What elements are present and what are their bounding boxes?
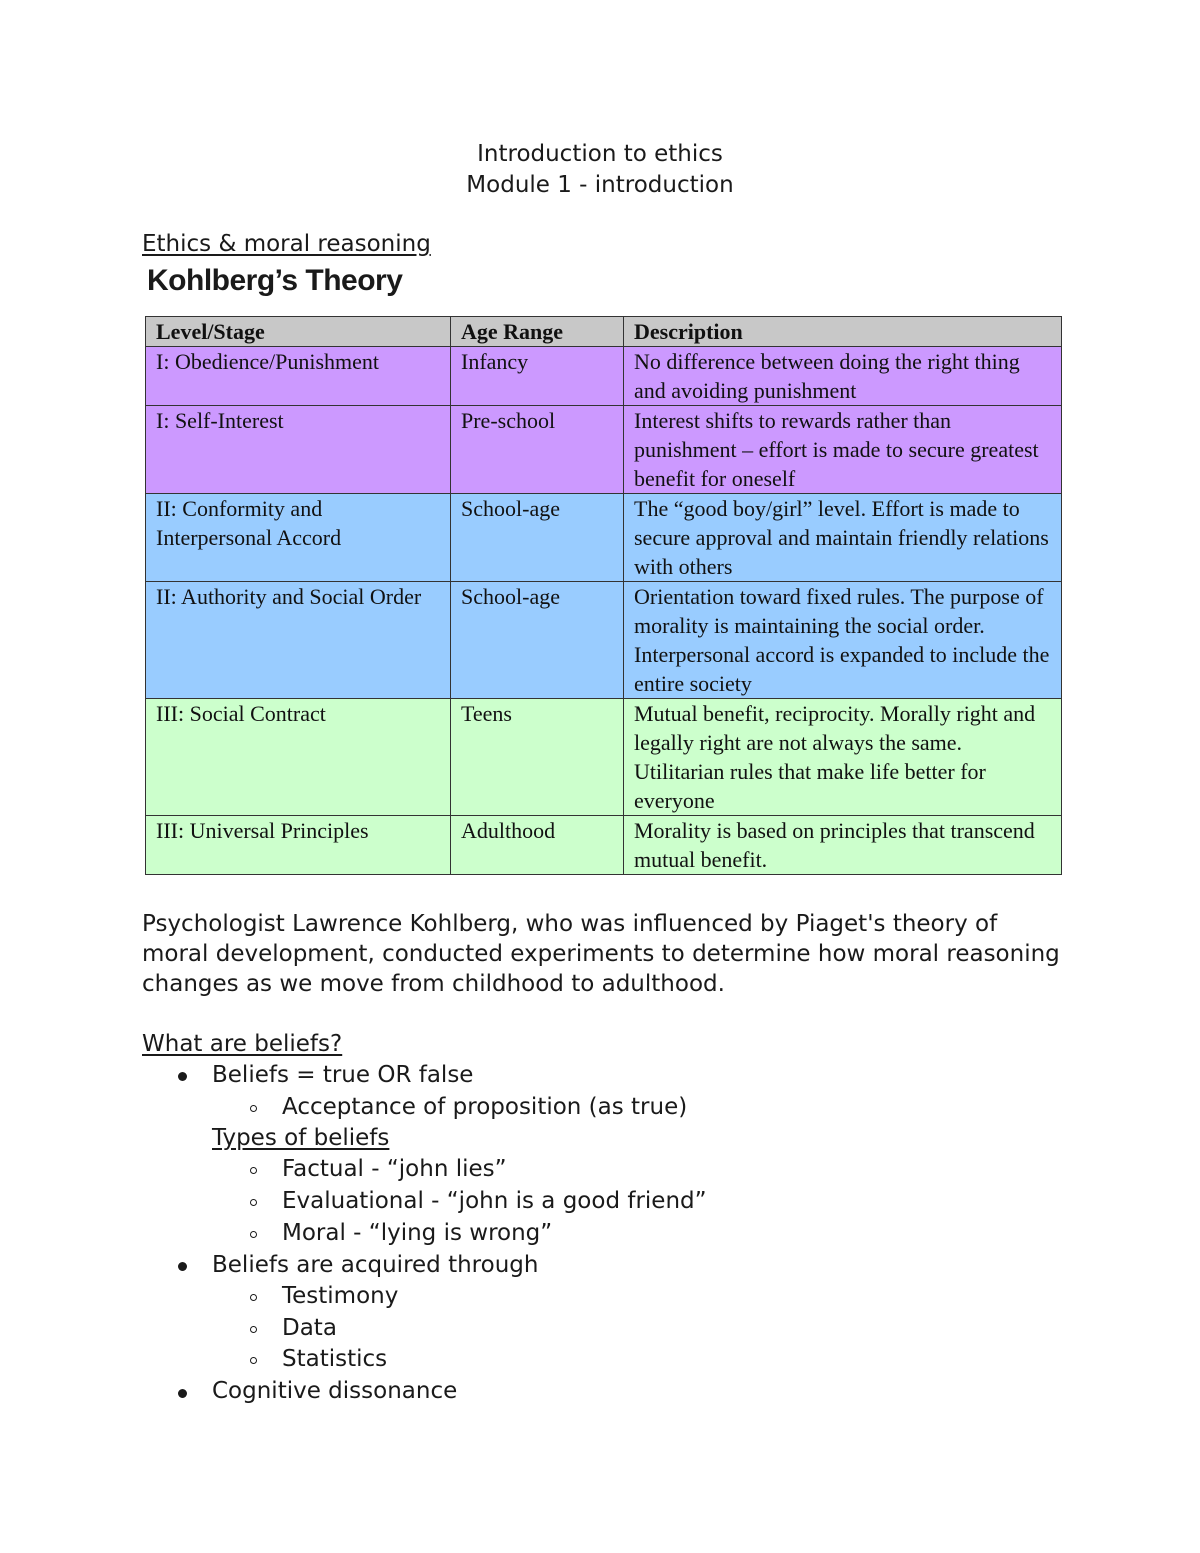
- description-cell: No difference between doing the right thing and avoiding punishment: [624, 347, 1062, 406]
- bullet-icon: [178, 1262, 187, 1271]
- header-description: Description: [624, 317, 1062, 347]
- hollow-bullet-icon: [250, 1199, 257, 1206]
- bullet-icon: [178, 1072, 187, 1081]
- age-cell: Adulthood: [451, 816, 624, 875]
- age-cell: School-age: [451, 494, 624, 582]
- table-row: [146, 494, 1062, 582]
- hollow-bullet-icon: [250, 1105, 257, 1112]
- document-title: Introduction to ethics: [477, 141, 723, 167]
- document-subtitle: Module 1 - introduction: [466, 172, 734, 198]
- stage-cell: I: Self-Interest: [146, 406, 451, 494]
- description-cell: The “good boy/girl” level. Effort is made to secure approval and maintain friendly relations with others: [624, 494, 1062, 582]
- types-of-beliefs-heading: Types of beliefs: [212, 1125, 390, 1151]
- table-row: [146, 582, 1062, 699]
- stage-cell: III: Social Contract: [146, 699, 451, 816]
- kohlberg-paragraph: Psychologist Lawrence Kohlberg, who was influenced by Piaget's theory of moral development, conducted experiments to determine how moral reasoning changes as we move from childhood to adulthood.: [142, 911, 1060, 997]
- stage-cell: II: Authority and Social Order: [146, 582, 451, 699]
- header-level-stage: Level/Stage: [146, 317, 451, 347]
- stage-cell: II: Conformity and Interpersonal Accord: [146, 494, 451, 582]
- description-cell: Orientation toward fixed rules. The purpose of morality is maintaining the social order. Interpersonal accord is expanded to include the entire society: [624, 582, 1062, 699]
- document-header: [0, 139, 1200, 201]
- list-item: Beliefs are acquired through: [212, 1252, 539, 1278]
- table-row: [146, 406, 1062, 494]
- list-item: Evaluational - “john is a good friend”: [282, 1188, 707, 1214]
- header-age-range: Age Range: [451, 317, 624, 347]
- age-cell: Pre-school: [451, 406, 624, 494]
- age-cell: Infancy: [451, 347, 624, 406]
- description-cell: Mutual benefit, reciprocity. Morally right and legally right are not always the same. Utilitarian rules that make life better for everyone: [624, 699, 1062, 816]
- hollow-bullet-icon: [250, 1294, 257, 1301]
- list-item: Data: [282, 1315, 337, 1341]
- section-heading: Ethics & moral reasoning: [142, 231, 431, 257]
- table-row: [146, 816, 1062, 875]
- table-header-row: [146, 317, 1062, 347]
- beliefs-heading: What are beliefs?: [142, 1031, 343, 1057]
- list-item: Beliefs = true OR false: [212, 1062, 474, 1088]
- description-cell: Morality is based on principles that transcend mutual benefit.: [624, 816, 1062, 875]
- kohlberg-table: [145, 316, 1062, 875]
- hollow-bullet-icon: [250, 1231, 257, 1238]
- hollow-bullet-icon: [250, 1326, 257, 1333]
- list-item: Moral - “lying is wrong”: [282, 1220, 553, 1246]
- bullet-icon: [178, 1389, 187, 1398]
- stage-cell: III: Universal Principles: [146, 816, 451, 875]
- list-item: Testimony: [282, 1283, 399, 1309]
- table-row: [146, 699, 1062, 816]
- table-row: [146, 347, 1062, 406]
- list-item: Statistics: [282, 1346, 388, 1372]
- age-cell: School-age: [451, 582, 624, 699]
- figure-title: Kohlberg’s Theory: [147, 264, 403, 297]
- stage-cell: I: Obedience/Punishment: [146, 347, 451, 406]
- list-item: Factual - “john lies”: [282, 1156, 507, 1182]
- hollow-bullet-icon: [250, 1167, 257, 1174]
- hollow-bullet-icon: [250, 1357, 257, 1364]
- list-item: Acceptance of proposition (as true): [282, 1094, 688, 1120]
- age-cell: Teens: [451, 699, 624, 816]
- list-item: Cognitive dissonance: [212, 1378, 458, 1404]
- description-cell: Interest shifts to rewards rather than punishment – effort is made to secure greatest benefit for oneself: [624, 406, 1062, 494]
